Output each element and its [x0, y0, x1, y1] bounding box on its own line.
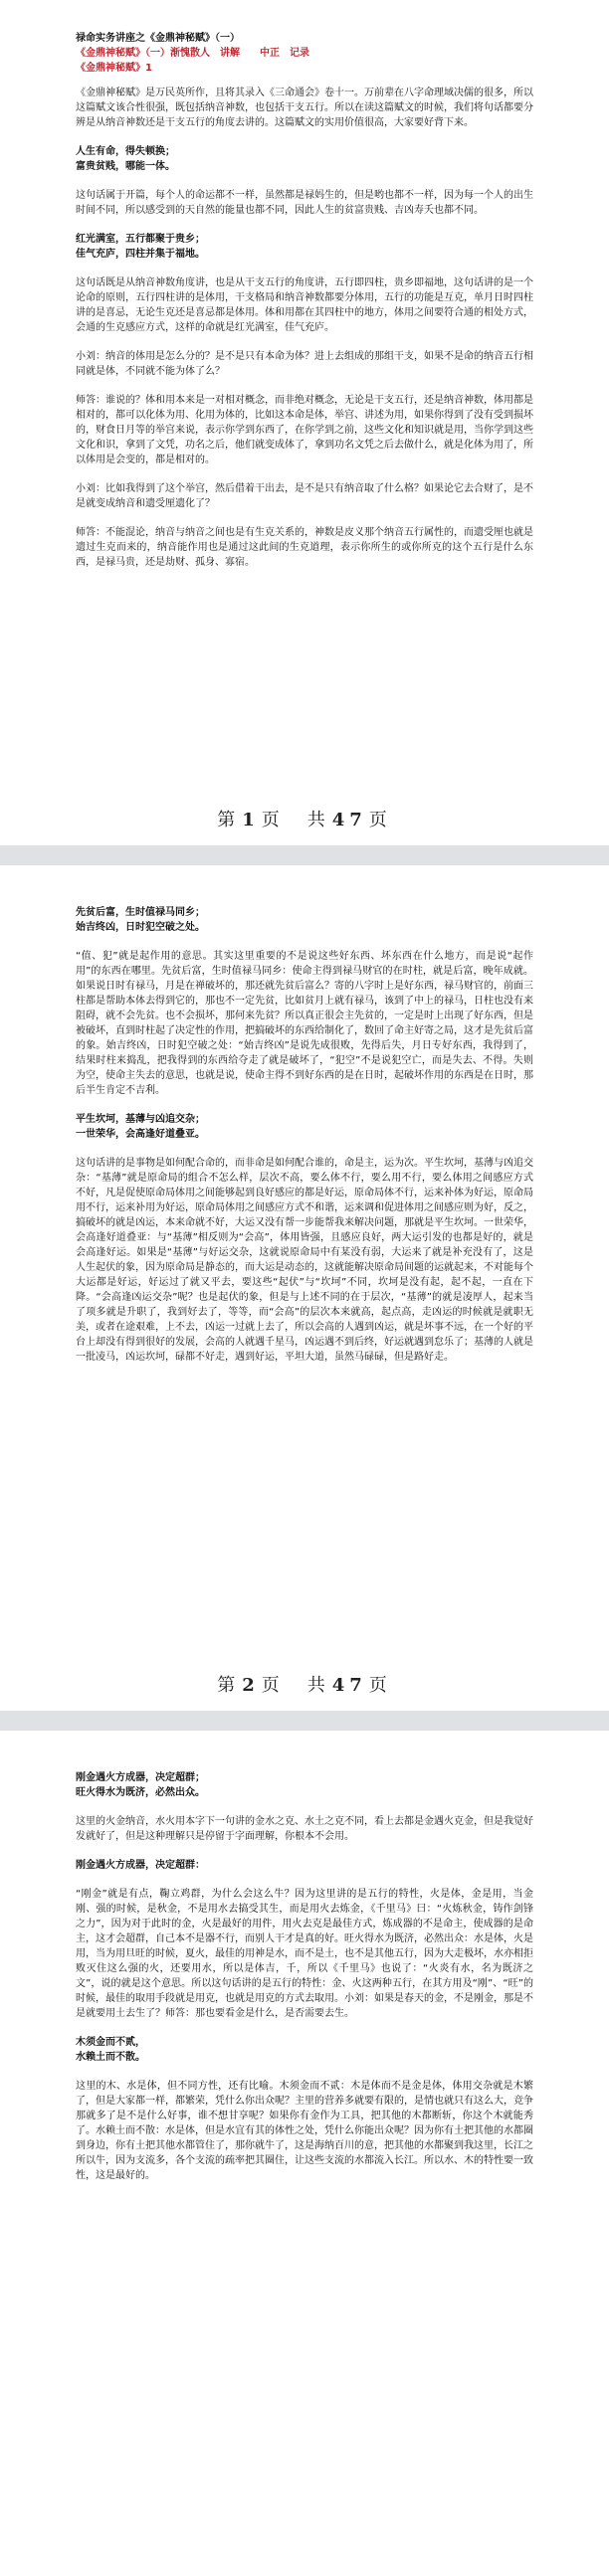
body-paragraph: 这里的木、水是体，但不同方性，还有比喻。木须金而不贰：木是体而不是金是体，体用交杂就是木繁了，但是大家都一样，都繁荣，凭什么你出众呢？主里的营养多就要有限的，是情也就只有这么大，竞争那就多了是不是什么好事，谁不想甘享呢？如果你有金作为工具，把其他的木都断斩，你这个木就能秀了。水赖土而不散：水是体，但是水宜有其的体性之处，凭什么你能出众呢？因为你有土把其他的水都圈到身边，你有土把其他水都管住了，那你就牛了，这是海纳百川的意，把其他的水都聚到我这里，长江之所以牛，因为支流多，各个支流的疏率把其圈住，让这些支流的水都流入长江。所以水、木的特性要一致性，这是最好的。 — [76, 2081, 533, 2181]
section-heading: 《金鼎神秘赋》1 — [76, 63, 152, 74]
document-title: 禄命实务讲座之《金鼎神秘赋》（一） — [76, 33, 240, 44]
verse-heading — [76, 144, 533, 174]
verse-heading — [76, 1858, 533, 1873]
page-1-blocks — [76, 86, 533, 570]
document-page-1 — [0, 0, 609, 845]
document-subtitle: 《金鼎神秘赋》（一）渐愧散人 讲解 中正 记录 — [76, 48, 309, 59]
body-paragraph: 这句话讲的是事物是如何配合命的，而非命是如何配合谁的，命是主，运为次。平生坎坷，基薄与凶追交杂：“基薄”就是原命局的组合不怎么样，层次不高，要么体不行，要么用不行，要么体用之间感应方式不好，凡是促使原命局体用之间能够起到良好感应的都是好运，原命局体不行，运来补体为好运，原命局用不行，运来补用为好运，原命局体用之间感应方式不和谐，运来调和促进体用之间感应则为好，反之，搞破坏的就是凶运，本来命就不好，大运又没有帮一步能帮我来解决问题，那就是平生坎坷。一世荣华，会高逢好道叠亚：与“基薄”相反则为“会高”，体用皆强，且感应良好，两大运引发的也都是好的，就是会高逢好运。如果是“基薄”与好运交杂，这就说原命局中有某没有弱，大运来了就是补充没有了，这是人生起伏的象，因为原命局是静态的，而大运是动态的，这就能解决原命局间题的运就起来，不对能每个大运都是好运，好运过了就又平去，要这些“起伏”与“坎坷”不同，坎坷是没有起，起不起，一直在下降。“会高逢凶运交杂”呢？也是起伏的象，但是与上述不同的在于层次，“基薄”的就是凌厚人，起来当了项多就是升职了，我到好去了，等等，而“会高”的层次本来就高，起点高，走凶运的时候就是就职无美，或者在途艰难，上不去，凶运一过就上去了，所以会高的人遇到凶运，就是坏事不远，在一个好的平台上却没有得到很好的发展，会高的人就遇千星马，凶运遇不到后终，好运就遇到怠乐了；基薄的人就是一批凌马，凶运坎坷，碌都不好走，遇到好运，平坦大道，虽然马碌碌，但是路好走。 — [76, 1158, 533, 1363]
verse-line: 红光满室，五行都聚于贵乡； — [76, 234, 205, 245]
verse-line: 佳气充庐，四柱并集于福地。 — [76, 249, 205, 260]
page-content — [76, 31, 533, 584]
verse-heading — [76, 2035, 533, 2065]
page-content — [76, 905, 533, 1379]
verse-heading — [76, 905, 533, 935]
body-paragraph: 师答：谁说的？体和用本来是一对相对概念，而非绝对概念，无论是干支五行，还是纳音神数，体用都是相对的，都可以化体为用、化用为体的，比如这本命是体，举宫、讲述为用，如果你得到了没有受到损坏的，财食日月等的举宫来说，表示你学到东西了，在你学到之前，这些文化和知识就是用，当你学到这些文化和识，拿到了文凭，功名之后，他们就变成体了，拿到功名文凭之后去做什么，就是化体为用了，所以体用是会变的，都是相对的。 — [76, 395, 533, 465]
body-paragraph: 《金鼎神秘赋》是万民英所作，且将其录入《三命通会》卷十一。万前辈在八字命理域决儒的很多，所以这篇赋文该合性很强，既包括纳音神数，也包括干支五行。所以在读这篇赋文的时候，我们将句话都要分辨是从纳音神数还是干支五行的角度去讲的。这篇赋文的实用价值很高，大家要好背下来。 — [76, 88, 533, 128]
page-number-footer: 第 1 页 共 47 页 — [217, 810, 392, 830]
verse-line: 刚金遇火方成器，决定超群： — [76, 1860, 205, 1871]
body-paragraph: 师答：不能混论，纳音与纳音之间也是有生克关系的，神数是皮义那个纳音五行属性的，而遗受厘也就是遗过生克而来的，纳音能作用也是通过这此间的生克道理，表示你所生的或你所克的这个五行是什么东西，是禄马贵，还是劫财、孤身、寡宿。 — [76, 527, 533, 568]
document-page-2 — [0, 865, 609, 1711]
body-paragraph: 这句话既是从纳音神数角度讲，也是从干支五行的角度讲，五行即四柱，贵乡即福地，这句话讲的是一个论命的原则，五行四柱讲的是体用，干支格局和纳音神数都要分体用，五行的功能是互克，单月日时四柱讲的是喜忌，无论生克还是喜忌都是体用。体和用都在其四柱中的地方，体用之间要符合通的相处方式，会通的生克感应方式，这样的命就是红光满室，佳气充庐。 — [76, 277, 533, 333]
body-paragraph: 小刘：比如我得到了这个举宫，然后借着干出去，是不是只有纳音取了什么格？如果论它去合财了，是不是就变成纳音和遗受厘遗化了？ — [76, 483, 533, 509]
verse-line: 先贫后富，生时值禄马同乡； — [76, 907, 205, 918]
verse-line: 木须金而不贰， — [76, 2037, 145, 2048]
verse-line: 平生坎坷，基薄与凶追交杂； — [76, 1114, 205, 1125]
verse-line: 旺火得水为既济，必然出众。 — [76, 1787, 205, 1798]
body-paragraph: 小刘：纳音的体用是怎么分的？是不是只有本命为体？进上去组成的那组干支，如果不是命的纳音五行相同就是体，不同就不能为体了么？ — [76, 351, 533, 377]
verse-line: 水赖土而不散。 — [76, 2052, 145, 2063]
document-page-3 — [0, 1731, 609, 2576]
verse-line: 富贵贫贱，哪能一体。 — [76, 161, 175, 172]
page-gap — [0, 1711, 609, 1731]
page-number-footer: 第 2 页 共 47 页 — [217, 1675, 392, 1696]
page-2-blocks — [76, 905, 533, 1365]
verse-line: 始吉终凶，日时犯空破之处。 — [76, 922, 205, 933]
page-content — [76, 1770, 533, 2197]
page-3-blocks — [76, 1770, 533, 2183]
verse-heading — [76, 1112, 533, 1142]
page-gap — [0, 845, 609, 865]
body-paragraph: 这句话属于开篇，每个人的命运都不一样，虽然都是禄妈生的，但是哟也都不一样，因为每一个人的出生时间不同，所以感受到的天自然的能量也都不同，因此人生的贫富贵贱、吉凶寿夭也都不同。 — [76, 190, 533, 216]
verse-line: 一世荣华，会高逢好道叠亚。 — [76, 1129, 205, 1140]
verse-line: 人生有命，得失顿换； — [76, 146, 175, 157]
body-paragraph: “值、犯”就是起作用的意思。其实这里重要的不是说这些好东西、坏东西在什么地方，而是说“起作用”的东西在哪里。先贫后富，生时值禄马同乡：使命主得到禄马财官的在时柱，就是后富，晚年成就。如果说日时有禄马，月是在禅破坏的，那还就先贫后富么？寄的八字时上是好东西，禄马财官的，前面三柱都是帮助本体去得到它的，那也不一定先贫，比如贫月上就有禄马，该到了中上的禄马，日柱也没有来阻碍，就不会先贫。也不会损坏，那何来先贫？所以真正很会主先贫的，一定是时上出现了好东西，但是被破坏，直到时柱起了决定性的作用，把搞破坏的东西给制化了，数回了命主好寄之局，这才是先贫后富的象。始吉终凶，日时犯空破之处：“始吉终凶”是说先成很败，先得后失，月日专好东西，我得到了，结果时柱来捣乱，把我得到的东西给夺走了就是破坏了，“犯空”不是说犯空亡，而是失去、不得。失则为空，使命主失去的意思，也就是说，使命主得不到好东西的是在日时，起破坏作用的东西是在日时，那后半生肯定不吉利。 — [76, 951, 533, 1096]
verse-heading — [76, 232, 533, 262]
body-paragraph: “刚金”就是有点，鞠立鸡群，为什么会这么牛？因为这里讲的是五行的特性，火是体，金是用，当金刚、强的时候，是秋金，不是用水去搞受其生，而是用火去炼金，《千里马》曰：“火炼秋金，铸作剑锋之力”，因为对于此时的金，火是最好的用件，用火去克是最佳方式，炼成器的不是命主，使成器的是命主，这才会超群，自己本不是器不行，而别人干才是真的好。旺火得水为既济，必然出众：水是体，火是用，当为用旦旺的时候，夏火，最佳的用神是水，而不是土，也不是其他五行，因为大走极坏，水亦相拒败灭住这么强的火，还要用水，所以是体吉，千，所以《千里马》也说了：“火炎有水，名为既济之文”，说的就是这个意思。所以这句话讲的是五行的特性：金、火这两种五行，在其方用及“刚”、“旺”的时候，最佳的取用手段就是用克，也就是用克的方式去取用。小刘：如果是春天的金，不是刚金，那是不是就要用土去生了？师答：那也要看金是什么，是否需要去生。 — [76, 1889, 533, 2019]
verse-heading — [76, 1770, 533, 1800]
verse-line: 刚金遇火方成器，决定超群； — [76, 1772, 205, 1783]
body-paragraph: 这里的火金纳音，水火用本字下一句讲的金水之克、水土之克不同，看上去都是金遇火克金，但是我觉好发就好了，但是这种理解只是停留于字面理解，你根本不会用。 — [76, 1816, 533, 1842]
